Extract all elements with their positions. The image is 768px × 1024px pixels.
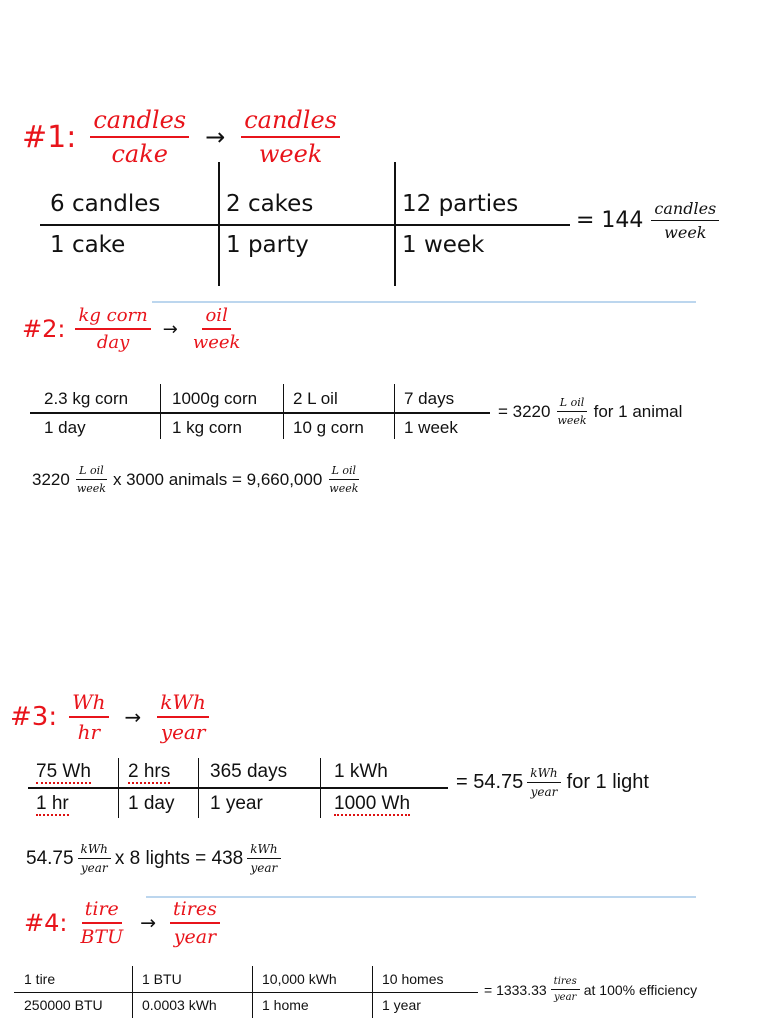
p2-top-cell: 2.3 kg corn [44, 389, 129, 408]
p2-result [498, 396, 682, 427]
p3-top-cell [36, 761, 91, 783]
p3-result-suffix: for 1 light [566, 771, 649, 793]
p2-result-fraction [554, 396, 589, 427]
p1-fraction-bar [40, 224, 570, 226]
p3-calc-den-2: year [250, 861, 278, 875]
p4-bottom-cell: 0.0003 kWh [142, 997, 217, 1013]
p3-result-value: = 54.75 [456, 771, 524, 793]
p4-result-value: = 1333.33 [484, 981, 547, 998]
p2-arrow: → [162, 318, 178, 340]
p2-result-value: = 3220 [498, 401, 551, 421]
p1-from-num: candles [90, 106, 189, 138]
p2-calc-fraction [74, 464, 109, 495]
p4-result-num: tires [551, 976, 580, 990]
p4-result-den: year [554, 992, 577, 1003]
p2-header [22, 305, 243, 353]
p3-calc-den: year [80, 861, 108, 875]
p1-bottom-cell: 1 week [402, 232, 485, 258]
p4-arrow: → [140, 912, 157, 934]
p3-calc [26, 842, 281, 875]
p1-top-cell: 2 cakes [226, 191, 314, 217]
p2-to-den: week [192, 332, 241, 353]
p3-top-cell [128, 761, 170, 783]
p1-result [576, 199, 719, 242]
p4-result-fraction [551, 976, 580, 1003]
p2-calc-value: 3220 [32, 469, 70, 489]
p4-to-num: tires [170, 898, 220, 924]
p1-result-den: week [664, 223, 707, 242]
p4-top-cell: 10 homes [382, 971, 444, 987]
p2-to-fraction [190, 305, 244, 353]
p2-top-cell: 7 days [404, 389, 455, 408]
p1-result-num: candles [651, 199, 719, 221]
section-divider [146, 896, 696, 898]
p2-from-fraction [75, 305, 150, 353]
p3-calc-fraction [78, 842, 111, 875]
p1-bottom-cell: 1 party [226, 232, 309, 258]
p4-from-fraction [77, 898, 126, 948]
p3-bottom-cell: 1 day [128, 793, 175, 814]
p3-calc-num: kWh [78, 842, 111, 859]
p1-result-value: = 144 [576, 208, 644, 233]
p2-calc-num-2: L oil [329, 464, 359, 480]
section-divider [152, 301, 696, 303]
p3-arrow: → [124, 705, 142, 729]
p4-header [24, 898, 220, 948]
p4-from-num: tire [82, 898, 122, 924]
p3-to-num: kWh [157, 690, 209, 718]
p1-header [22, 106, 340, 168]
p4-label: #4: [24, 909, 68, 937]
p3-result-den: year [530, 785, 558, 799]
p1-top-cell: 12 parties [402, 191, 519, 217]
p2-calc-fraction-2 [326, 464, 361, 495]
p3-calc-value: 54.75 [26, 847, 74, 869]
p2-bottom-cell: 1 week [404, 418, 458, 437]
p4-result-suffix: at 100% efficiency [583, 981, 698, 998]
p3-to-den: year [160, 720, 206, 744]
p2-from-num: kg corn [75, 305, 150, 330]
p4-bottom-cell: 250000 BTU [24, 997, 103, 1013]
p3-result-num: kWh [527, 766, 560, 783]
p2-calc-den-2: week [329, 482, 359, 495]
p3-top-cell: 1 kWh [334, 761, 388, 782]
p3-top-cell: 365 days [210, 761, 288, 782]
p1-from-den: cake [111, 140, 168, 168]
p2-label: #2: [22, 315, 66, 343]
p3-bottom-text: 1 hr [36, 793, 69, 814]
p2-top-cell: 1000g corn [172, 389, 258, 408]
p2-bottom-cell: 1 day [44, 418, 86, 437]
p3-from-fraction [69, 690, 108, 744]
p4-top-cell: 1 tire [24, 971, 56, 987]
p2-result-num: L oil [557, 396, 587, 412]
p3-fraction-bar [28, 787, 448, 789]
p4-top-cell: 1 BTU [142, 971, 182, 987]
p1-label: #1: [22, 119, 77, 155]
p1-from-fraction [90, 106, 189, 168]
p1-arrow: → [205, 123, 226, 151]
p3-top-text: 75 Wh [36, 761, 91, 782]
p3-from-den: hr [77, 720, 101, 744]
p3-result [456, 766, 649, 799]
p2-calc [32, 464, 361, 495]
p2-result-suffix: for 1 animal [593, 401, 683, 421]
p4-bottom-cell: 1 year [382, 997, 421, 1013]
p2-calc-num: L oil [76, 464, 106, 480]
p4-top-cell: 10,000 kWh [262, 971, 337, 987]
p2-fraction-bar [30, 412, 490, 414]
p1-result-fraction [651, 199, 719, 242]
p2-top-cell: 2 L oil [293, 389, 338, 408]
p3-top-text: 2 hrs [128, 761, 171, 782]
p1-to-fraction [241, 106, 340, 168]
p4-fraction-bar [14, 992, 478, 993]
p3-label: #3: [10, 702, 58, 732]
p3-result-fraction [527, 766, 560, 799]
p3-to-fraction [157, 690, 209, 744]
p4-from-den: BTU [80, 926, 124, 948]
p4-to-den: year [173, 926, 217, 948]
p2-result-den: week [557, 414, 587, 427]
p1-bottom-cell: 1 cake [50, 232, 126, 258]
p3-bottom-cell: 1 year [210, 793, 263, 814]
p3-from-num: Wh [69, 690, 108, 718]
p2-calc-mid: x 3000 animals = 9,660,000 [112, 469, 323, 489]
p3-calc-mid: x 8 lights = 438 [114, 847, 244, 869]
p3-bottom-cell [36, 793, 69, 815]
p1-top-cell: 6 candles [50, 191, 161, 217]
p3-calc-num-2: kWh [247, 842, 280, 859]
p4-to-fraction [170, 898, 220, 948]
p3-bottom-text: 1000 Wh [334, 793, 411, 814]
p3-bottom-cell [334, 793, 410, 815]
p1-to-den: week [258, 140, 323, 168]
p4-bottom-cell: 1 home [262, 997, 309, 1013]
p2-to-num: oil [202, 305, 230, 330]
p2-from-den: day [96, 332, 130, 353]
p2-bottom-cell: 1 kg corn [172, 418, 242, 437]
p2-calc-den: week [76, 482, 106, 495]
p4-result [484, 976, 697, 1003]
p3-header [10, 690, 209, 744]
p3-calc-fraction-2 [247, 842, 280, 875]
p1-to-num: candles [241, 106, 340, 138]
p2-bottom-cell: 10 g corn [293, 418, 364, 437]
